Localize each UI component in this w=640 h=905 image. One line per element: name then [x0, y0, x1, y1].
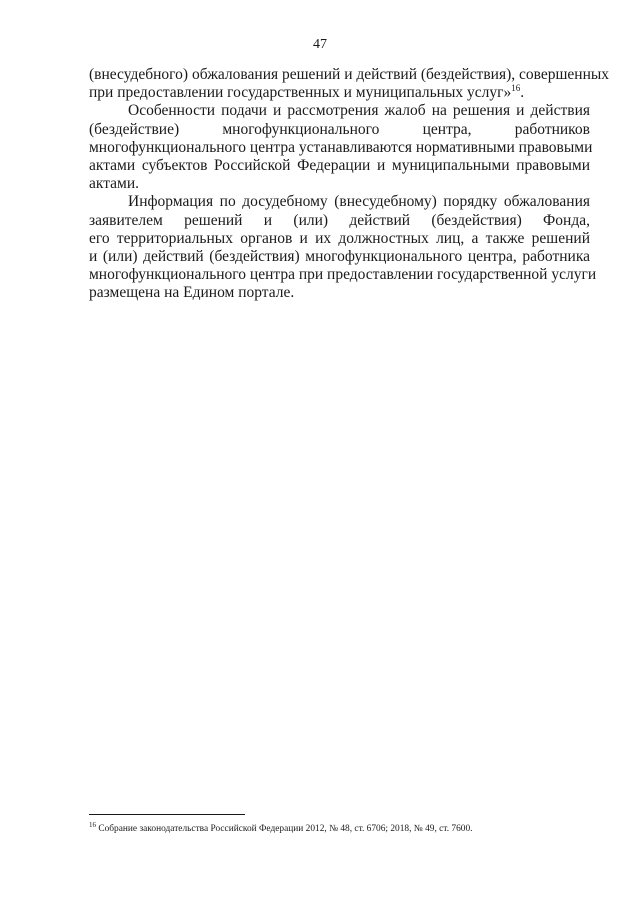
text-line: (бездействие) многофункционального центра, работников [89, 120, 590, 138]
text-line: актами. [89, 175, 140, 193]
footnote [89, 820, 473, 835]
footnote-reference[interactable]: 16 [511, 83, 521, 94]
text-line: Особенности подачи и рассмотрения жалоб на решения и действия [128, 102, 590, 120]
footnote-marker: 16 [89, 820, 96, 829]
footnote-text: Собрание законодательства Российской Федерации 2012, № 48, ст. 6706; 2018, № 49, ст. 7600. [96, 824, 473, 834]
text-line: и (или) действий (бездействия) многофункционального центра, работника [89, 248, 590, 266]
text-line: многофункционального центра устанавливаются нормативными правовыми [89, 138, 593, 156]
text-line: размещена на Едином портале. [89, 284, 295, 302]
footnote-divider [89, 814, 245, 815]
text-line: актами субъектов Российской Федерации и муниципальными правовыми [89, 157, 590, 175]
text-line-content: при предоставлении государственных и муниципальных услуг» [89, 84, 512, 102]
text-line [89, 84, 590, 102]
text-line: заявителем решений и (или) действий (бездействия) Фонда, [89, 211, 590, 229]
text-line: его территориальных органов и их должностных лиц, а также решений [89, 229, 590, 247]
text-line: (внесудебного) обжалования решений и действий (бездействия), совершенных [89, 66, 610, 83]
text-line: многофункционального центра при предоставлении государственной услуги [89, 266, 597, 284]
page-number: 47 [313, 37, 327, 52]
text-line: Информация по досудебному (внесудебному) порядку обжалования [128, 193, 590, 211]
document-body [89, 66, 610, 303]
text-line-suffix: . [520, 84, 525, 102]
